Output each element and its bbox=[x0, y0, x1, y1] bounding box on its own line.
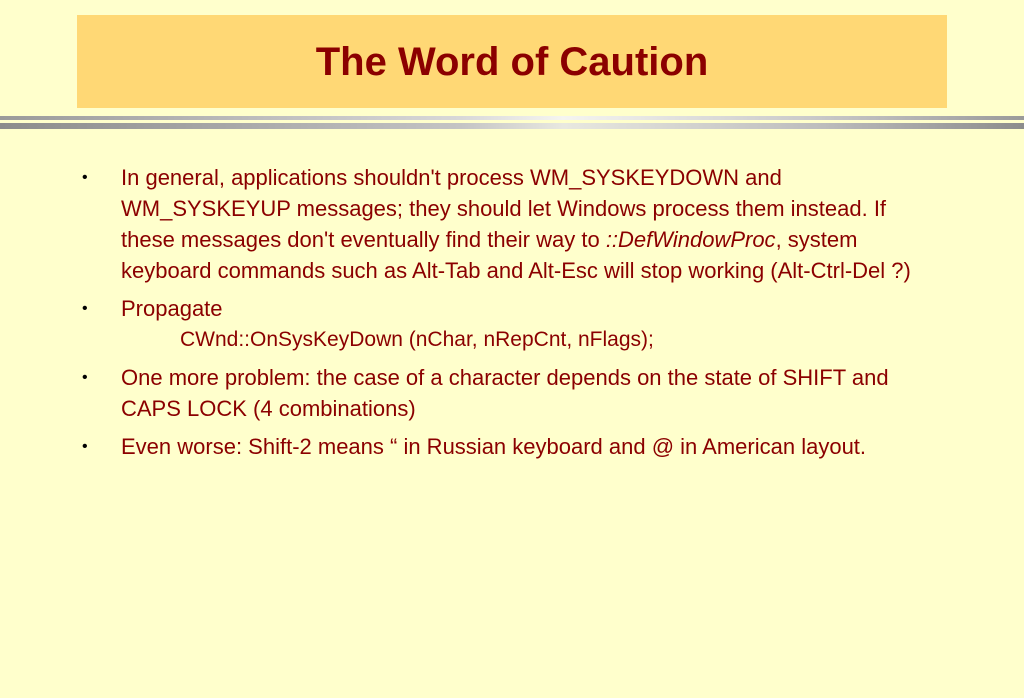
bullet-icon: • bbox=[82, 300, 88, 317]
bullet-item-2 bbox=[80, 293, 940, 355]
bullet-3-text: One more problem: the case of a character depends on the state of SHIFT and CAPS LOCK (4 combinations) bbox=[121, 365, 889, 421]
bullet-4-text: Even worse: Shift-2 means “ in Russian keyboard and @ in American layout. bbox=[121, 434, 867, 459]
bullet-icon: • bbox=[82, 169, 88, 186]
bullet-1-text-after: , system keyboard commands such as Alt-Tab and Alt-Esc will stop working (Alt-Ctrl-Del ?) bbox=[121, 227, 911, 283]
bullet-2-text: Propagate bbox=[121, 296, 223, 321]
title-banner bbox=[77, 15, 947, 108]
divider-line-top bbox=[0, 116, 1024, 120]
bullet-item-3 bbox=[80, 362, 940, 424]
bullet-icon: • bbox=[82, 369, 88, 386]
divider-line-bottom bbox=[0, 123, 1024, 129]
bullet-1-italic: ::DefWindowProc bbox=[605, 227, 776, 252]
bullet-list bbox=[80, 162, 940, 469]
bullet-1-text-before: In general, applications shouldn't process WM_SYSKEYDOWN and WM_SYSKEYUP messages; they should let Windows process them instead. If these messages don't eventually find their way to bbox=[121, 165, 887, 252]
bullet-item-4 bbox=[80, 431, 940, 462]
bullet-icon: • bbox=[82, 438, 88, 455]
slide-title: The Word of Caution bbox=[315, 39, 709, 84]
bullet-item-1 bbox=[80, 162, 940, 286]
bullet-2-code: CWnd::OnSysKeyDown (nChar, nRepCnt, nFlags); bbox=[180, 328, 654, 351]
